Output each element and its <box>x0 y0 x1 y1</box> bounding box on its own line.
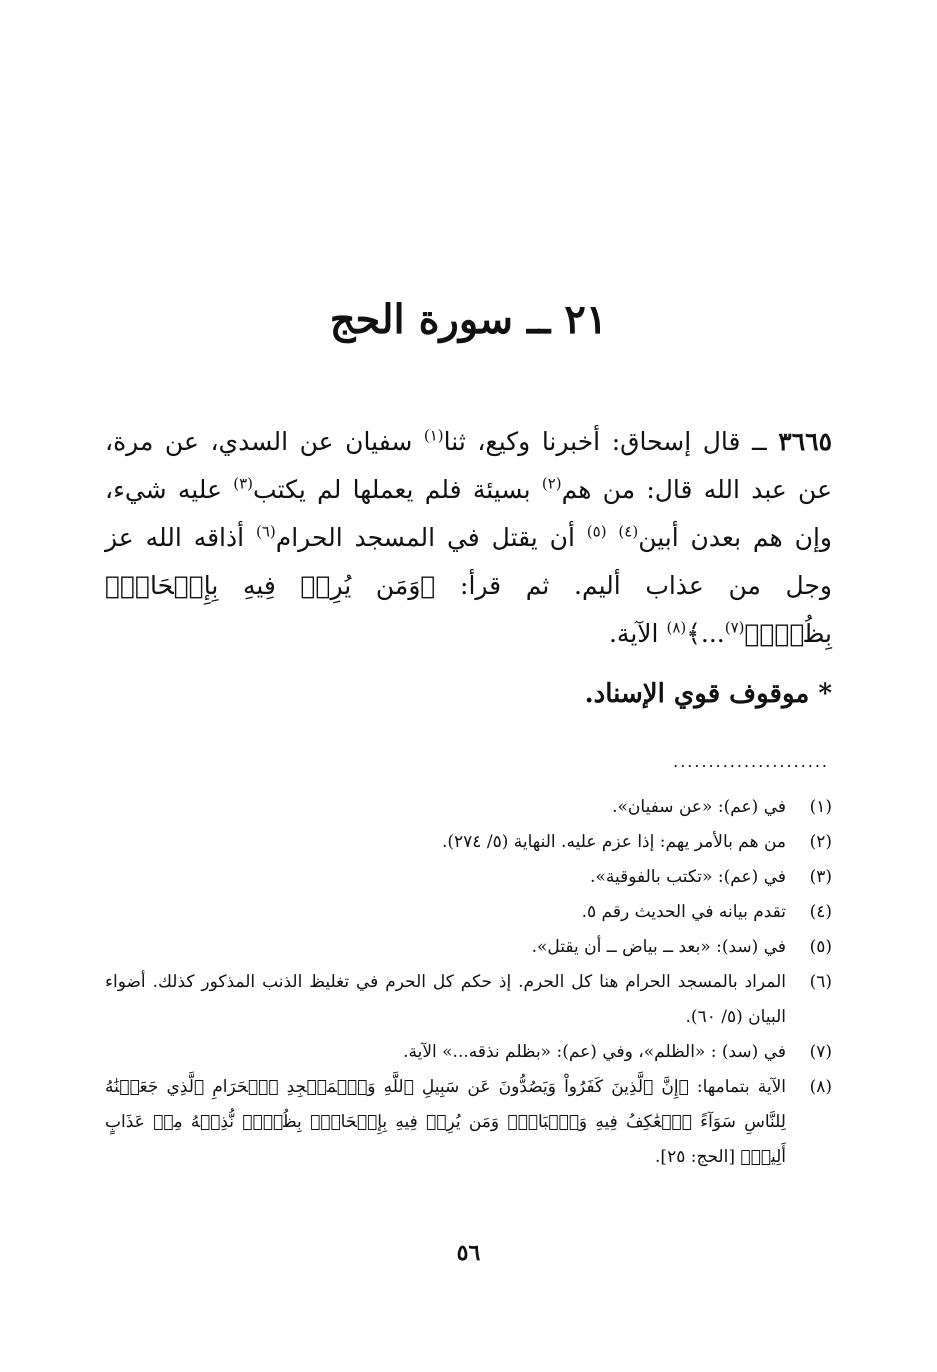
footnote-ref-3[interactable]: (٣) <box>233 474 254 493</box>
footnote-text: من هم بالأمر يهم: إذا عزم عليه. النهاية (٥/ ٢٧٤). <box>441 832 786 852</box>
footnote-text: الآية بتمامها: ﴿إِنَّ ٱلَّذِينَ كَفَرُواْ وَيَصُدُّونَ عَن سَبِيلِ ٱللَّهِ وَٱلۡمَسۡجِدِ ٱلۡحَرَامِ ٱلَّذِي جَعَلۡنَٰهُ لِلنَّاسِ سَوَآءً ٱلۡعَٰكِفُ فِيهِ وَٱلۡبَادِۚ وَمَن يُرِدۡ فِيهِ بِإِلۡحَادِۭ بِظُلۡمٖ نُّذِقۡهُ مِنۡ عَذَابٍ أَلِيمٖ﴾ [الحج: ٢٥]. <box>105 1077 786 1167</box>
footnote-item <box>105 895 832 930</box>
footnote-ref-7[interactable]: (٧) <box>724 618 745 637</box>
hadith-text-6: أذاقه الله عز وجل من عذاب أليم. ثم قرأ: ﴿وَمَن يُرِدۡ فِيهِ بِإِلۡحَادِۭ بِظُلۡمٖ <box>105 523 832 648</box>
footnote-item <box>105 825 832 860</box>
hadith-text-5: أن يقتل في المسجد الحرام <box>275 523 587 552</box>
footnote-item <box>105 930 832 965</box>
hadith-text-3: بسيئة فلم يعملها لم يكتب <box>253 475 542 504</box>
footnote-ref-4[interactable]: (٤) <box>618 522 639 541</box>
footnote-item <box>105 1035 832 1070</box>
hadith-paragraph <box>105 418 832 658</box>
footnote-number: (٨) <box>809 1077 832 1097</box>
hadith-text-7: ...﴾ <box>686 619 725 648</box>
footnote-separator: ...................... <box>673 752 829 771</box>
footnote-ref-8[interactable]: (٨) <box>666 618 687 637</box>
hadith-number: ٣٦٦٥ <box>778 427 832 456</box>
footnote-number: (٢) <box>809 832 832 852</box>
footnote-item <box>105 1070 832 1175</box>
hadith-text-2: سفيان عن السدي، عن مرة، عن عبد الله قال: من هم <box>105 427 832 504</box>
footnote-ref-5[interactable]: (٥) <box>586 522 607 541</box>
footnote-ref-2[interactable]: (٢) <box>541 474 562 493</box>
footnote-text: في (عم): «تكتب بالفوقية». <box>590 867 786 887</box>
hadith-text-1: ــ قال إسحاق: أخبرنا وكيع، ثنا <box>443 427 779 456</box>
footnote-ref-6[interactable]: (٦) <box>255 522 276 541</box>
footnote-number: (٤) <box>809 902 832 922</box>
footnote-text: في (عم): «عن سفيان». <box>612 797 786 817</box>
page-number: ٥٦ <box>456 1240 481 1266</box>
hadith-text-4: عليه شيء، وإن هم بعدن أبين <box>105 475 832 552</box>
footnote-ref-1[interactable]: (١) <box>423 426 444 445</box>
hadith-grading: * موقوف قوي الإسناد. <box>584 679 832 709</box>
footnote-number: (٦) <box>809 972 832 992</box>
footnote-text: في (سد): «بعد ــ بياض ــ أن يقتل». <box>531 937 786 957</box>
footnote-item <box>105 965 832 1035</box>
footnote-item <box>105 790 832 825</box>
footnotes-list <box>105 790 832 1175</box>
footnote-text: في (سد) : «الظلم»، وفي (عم): «بظلم نذقه...» الآية. <box>403 1042 786 1062</box>
footnote-text: المراد بالمسجد الحرام هنا كل الحرم. إذ حكم كل الحرم في تغليظ الذنب المذكور كذلك. أضواء البيان (٥/ ٦٠). <box>105 972 786 1027</box>
footnote-number: (٣) <box>809 867 832 887</box>
footnote-number: (١) <box>809 797 832 817</box>
footnote-text: تقدم بيانه في الحديث رقم ٥. <box>581 902 786 922</box>
footnote-number: (٥) <box>809 937 832 957</box>
footnote-number: (٧) <box>809 1042 832 1062</box>
footnote-item <box>105 860 832 895</box>
chapter-title: ٢١ ــ سورة الحج <box>329 296 608 343</box>
hadith-text-8: الآية. <box>608 619 667 648</box>
